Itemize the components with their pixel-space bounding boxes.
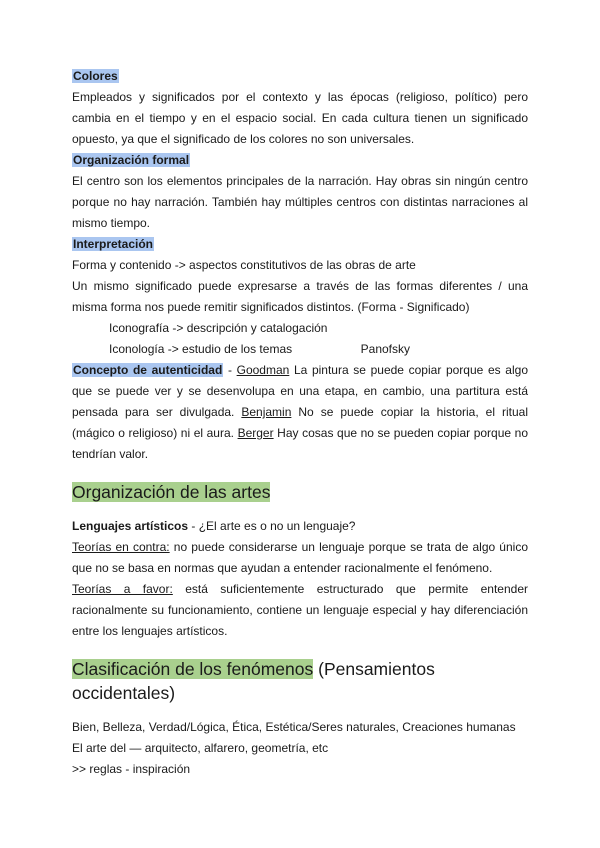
goodman-name: Goodman	[236, 363, 290, 377]
clasificacion-heading-text: Clasificación de los fenómenos	[72, 659, 314, 679]
interpretacion-line2: Un mismo significado puede expresarse a través de las formas diferentes / una misma forma nos puede remitir significados distintos. (Forma - Significado)	[72, 279, 528, 314]
interpretacion-title: Interpretación	[73, 237, 154, 251]
clasificacion-heading	[72, 657, 528, 705]
document-page	[72, 66, 528, 780]
benjamin-name: Benjamin	[241, 405, 292, 419]
teorias-favor-label: Teorías a favor:	[72, 582, 173, 596]
clasificacion-heading-suffix: (Pensamientos occidentales)	[72, 659, 435, 703]
lenguajes-label: Lenguajes artísticos	[72, 519, 189, 533]
lenguajes-question: - ¿El arte es o no un lenguaje?	[188, 519, 356, 533]
iconologia-line	[72, 339, 528, 360]
iconologia-text: Iconología -> estudio de los temas	[109, 342, 293, 356]
organizacion-artes-heading	[72, 480, 528, 504]
lenguajes-section	[72, 516, 528, 642]
organizacion-artes-heading-text: Organización de las artes	[72, 482, 271, 502]
iconografia-line	[72, 318, 528, 339]
autenticidad-section	[72, 360, 528, 465]
colores-section	[72, 66, 528, 150]
autenticidad-text-2: No se puede copiar la historia, el ritual (mágico o religioso) ni el aura.	[72, 405, 528, 440]
panofsky-text: Panofsky	[360, 342, 410, 356]
clasificacion-line1: Bien, Belleza, Verdad/Lógica, Ética, Estética/Seres naturales, Creaciones humanas	[72, 720, 516, 734]
autenticidad-text-3: Hay cosas que no se pueden copiar porque no tendrían valor.	[72, 426, 528, 461]
autenticidad-title: Concepto de autenticidad	[73, 363, 223, 377]
autenticidad-dash: -	[223, 363, 237, 377]
autenticidad-text-1: La pintura se puede copiar porque es algo que se puede ver y se desenvolupa en una etapa, en cambio, una partitura está pensada para ser divulgada.	[72, 363, 528, 419]
organizacion-formal-text: El centro son los elementos principales de la narración. Hay obras sin ningún centro porque no hay narración. También hay múltiples centros con distintas narraciones al mismo tiempo.	[72, 174, 528, 230]
teorias-favor-text: está suficientemente estructurado que permite entender racionalmente su funcionamiento, contiene un lenguaje especial y hay diferenciación entre los lenguajes artísticos.	[72, 582, 528, 638]
organizacion-formal-section	[72, 150, 528, 234]
berger-name: Berger	[237, 426, 274, 440]
colores-text: Empleados y significados por el contexto y las épocas (religioso, político) pero cambia en el tiempo y en el espacio social. En cada cultura tienen un significado opuesto, ya que el significado de los colores no son universales.	[72, 90, 528, 146]
iconografia-text: Iconografía -> descripción y catalogación	[109, 321, 328, 335]
clasificacion-line2: El arte del — arquitecto, alfarero, geometría, etc	[72, 741, 329, 755]
clasificacion-section	[72, 717, 528, 780]
clasificacion-line3: >> reglas - inspiración	[72, 762, 191, 776]
colores-title: Colores	[73, 69, 118, 83]
teorias-contra-text: no puede considerarse un lenguaje porque se trata de algo único que no se basa en normas que ayudan a entender racionalmente el fenómeno.	[72, 540, 528, 575]
interpretacion-section	[72, 234, 528, 318]
interpretacion-line1: Forma y contenido -> aspectos constitutivos de las obras de arte	[72, 258, 416, 272]
teorias-contra-label: Teorías en contra:	[72, 540, 170, 554]
organizacion-formal-title: Organización formal	[73, 153, 190, 167]
